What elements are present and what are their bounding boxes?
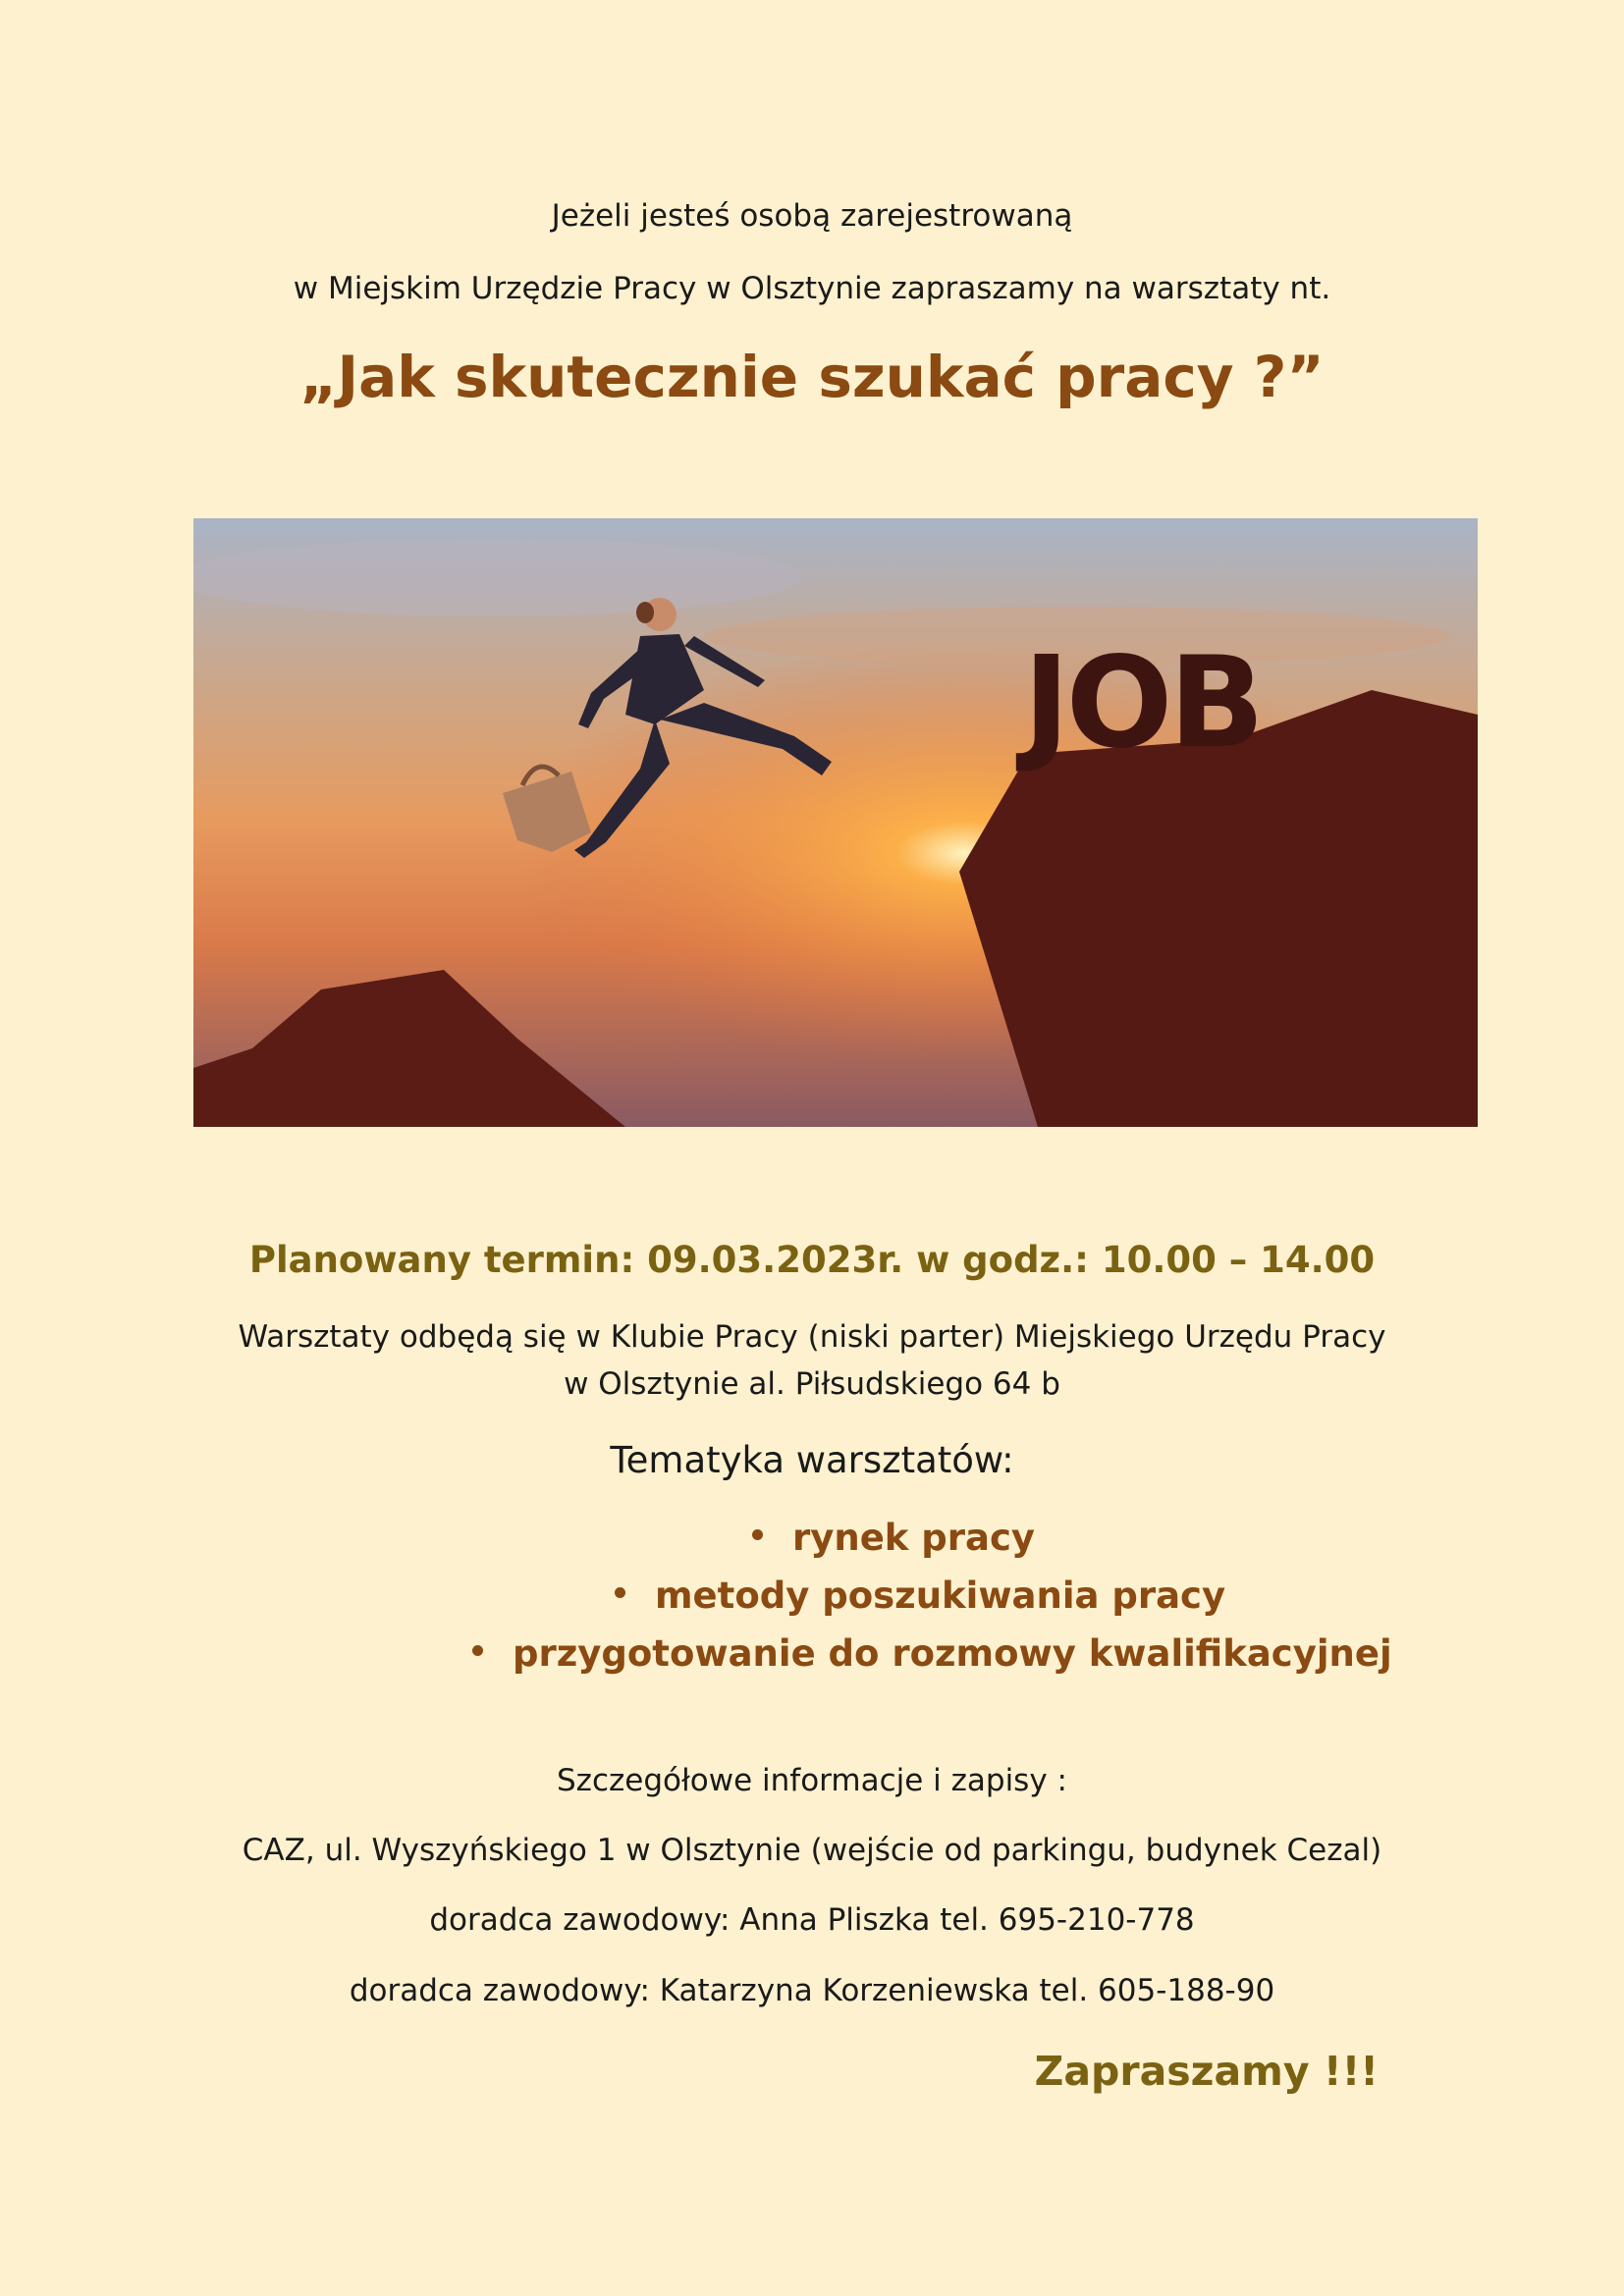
bullet-icon: [615, 1587, 625, 1598]
intro-line-2: w Miejskim Urzędzie Pracy w Olsztynie zapraszamy na warsztaty nt.: [293, 271, 1331, 306]
topic-text: przygotowanie do rozmowy kwalifikacyjnej: [513, 1632, 1392, 1675]
topics-heading: Tematyka warsztatów:: [610, 1439, 1014, 1481]
page-title: „Jak skutecznie szukać pracy ?”: [299, 344, 1325, 410]
venue-line-1: Warsztaty odbędą się w Klubie Pracy (niski parter) Miejskiego Urzędu Pracy: [238, 1319, 1386, 1355]
intro-line-1: Jeżeli jesteś osobą zarejestrowaną: [551, 198, 1073, 234]
topic-item: [752, 1517, 1035, 1559]
topic-item: [472, 1632, 1392, 1675]
topic-item: [615, 1575, 1225, 1617]
job-sign: JOB: [1023, 630, 1261, 776]
contact-address: CAZ, ul. Wyszyńskiego 1 w Olsztynie (wejście od parkingu, budynek Cezal): [242, 1833, 1382, 1868]
schedule-date: Planowany termin: 09.03.2023r. w godz.: 10.00 – 14.00: [248, 1239, 1376, 1281]
advisor-1: doradca zawodowy: Anna Pliszka tel. 695-210-778: [429, 1902, 1195, 1938]
topic-text: rynek pracy: [792, 1517, 1036, 1559]
bullet-icon: [752, 1529, 763, 1540]
closing-invitation: Zapraszamy !!!: [1034, 2048, 1379, 2095]
advisor-2: doradca zawodowy: Katarzyna Korzeniewska tel. 605-188-90: [349, 1973, 1275, 2008]
hero-photo: [193, 518, 1478, 1127]
contact-heading: Szczegółowe informacje i zapisy :: [557, 1763, 1067, 1798]
topic-text: metody poszukiwania pracy: [655, 1575, 1226, 1617]
bullet-icon: [472, 1645, 483, 1656]
venue-line-2: w Olsztynie al. Piłsudskiego 64 b: [564, 1366, 1060, 1402]
